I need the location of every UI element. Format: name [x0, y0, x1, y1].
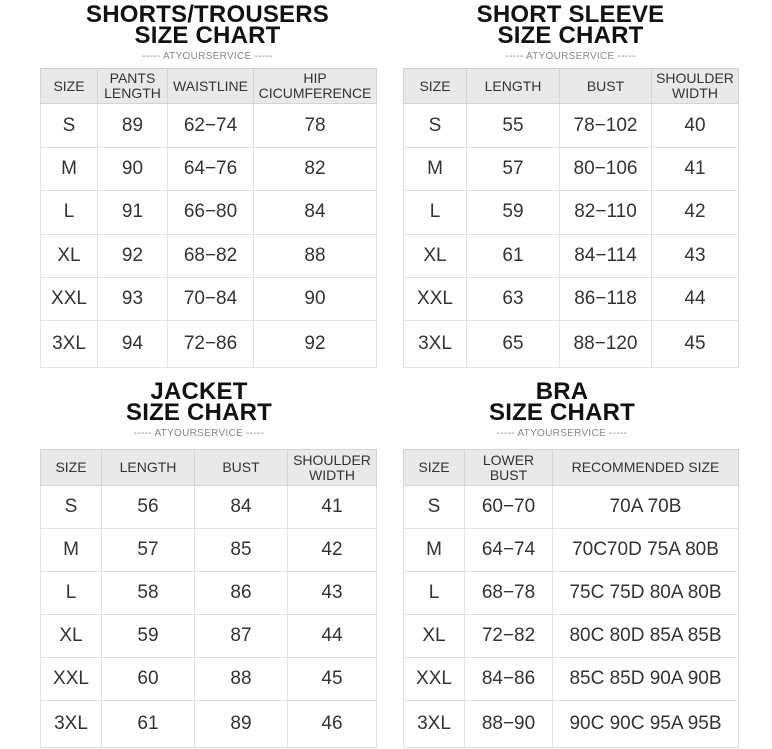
- table-cell: 82−110: [560, 191, 652, 234]
- table-header-row: [404, 69, 739, 104]
- table-cell: XL: [41, 234, 98, 277]
- chart-title: BRA SIZE CHART: [489, 378, 635, 426]
- column-header: LOWER BUST: [465, 450, 553, 486]
- table-cell: 70C70D 75A 80B: [553, 529, 739, 572]
- short-sleeve-size-table: [403, 68, 739, 368]
- table-cell: 42: [288, 529, 377, 572]
- column-header: BUST: [560, 69, 652, 104]
- table-cell: XL: [41, 615, 102, 658]
- table-row: [404, 191, 739, 234]
- chart-title: SHORTS/TROUSERS SIZE CHART: [85, 1, 330, 49]
- table-cell: 91: [98, 191, 168, 234]
- column-header: BUST: [195, 450, 288, 486]
- table-cell: XXL: [404, 658, 465, 701]
- table-cell: 86: [195, 572, 288, 615]
- table-row: [404, 147, 739, 190]
- table-cell: 41: [652, 147, 739, 190]
- brand-subtitle: ----- ATYOURSERVICE -----: [505, 51, 636, 62]
- table-row: [41, 321, 377, 368]
- table-cell: 64−74: [465, 529, 553, 572]
- jacket-size-table: [40, 449, 377, 748]
- shorts-title-block: [40, 1, 375, 63]
- table-cell: 44: [652, 278, 739, 321]
- table-cell: 60−70: [465, 486, 553, 529]
- table-row: [41, 658, 377, 701]
- table-cell: 88−90: [465, 701, 553, 748]
- table-cell: 78−102: [560, 104, 652, 147]
- table-row: [404, 278, 739, 321]
- column-header: LENGTH: [102, 450, 195, 486]
- table-cell: XL: [404, 615, 465, 658]
- table-cell: 55: [467, 104, 560, 147]
- table-cell: 43: [652, 234, 739, 277]
- table-row: [404, 486, 739, 529]
- table-row: [41, 147, 377, 190]
- table-cell: M: [41, 147, 98, 190]
- table-cell: 93: [98, 278, 168, 321]
- table-cell: 3XL: [41, 701, 102, 748]
- table-cell: XXL: [41, 278, 98, 321]
- table-cell: 89: [195, 701, 288, 748]
- table-cell: 88: [195, 658, 288, 701]
- table-cell: M: [404, 529, 465, 572]
- table-header-row: [404, 450, 739, 486]
- table-cell: 3XL: [41, 321, 98, 368]
- table-cell: 70A 70B: [553, 486, 739, 529]
- column-header: SIZE: [404, 450, 465, 486]
- table-cell: 61: [102, 701, 195, 748]
- table-row: [41, 529, 377, 572]
- jacket-title-block: [40, 378, 358, 440]
- table-cell: S: [41, 104, 98, 147]
- column-header: PANTS LENGTH: [98, 69, 168, 104]
- table-cell: 85C 85D 90A 90B: [553, 658, 739, 701]
- table-cell: 45: [652, 321, 739, 368]
- column-header: SIZE: [41, 450, 102, 486]
- table-row: [404, 529, 739, 572]
- table-cell: 84−114: [560, 234, 652, 277]
- table-cell: 84: [195, 486, 288, 529]
- table-cell: S: [404, 104, 467, 147]
- table-cell: 65: [467, 321, 560, 368]
- table-cell: 92: [98, 234, 168, 277]
- table-row: [41, 234, 377, 277]
- table-cell: 75C 75D 80A 80B: [553, 572, 739, 615]
- table-cell: 89: [98, 104, 168, 147]
- column-header: RECOMMENDED SIZE: [553, 450, 739, 486]
- column-header: SIZE: [41, 69, 98, 104]
- table-cell: S: [41, 486, 102, 529]
- chart-title: SHORT SLEEVE SIZE CHART: [476, 1, 665, 49]
- table-row: [41, 278, 377, 321]
- column-header: HIP CICUMFERENCE: [254, 69, 377, 104]
- table-row: [404, 658, 739, 701]
- table-cell: 66−80: [168, 191, 254, 234]
- column-header: SHOULDER WIDTH: [652, 69, 739, 104]
- table-cell: 43: [288, 572, 377, 615]
- table-cell: 72−82: [465, 615, 553, 658]
- table-cell: XXL: [41, 658, 102, 701]
- table-row: [404, 572, 739, 615]
- table-row: [41, 104, 377, 147]
- table-cell: 45: [288, 658, 377, 701]
- table-cell: 68−78: [465, 572, 553, 615]
- table-cell: 87: [195, 615, 288, 658]
- column-header: SHOULDER WIDTH: [288, 450, 377, 486]
- table-cell: 72−86: [168, 321, 254, 368]
- table-cell: 3XL: [404, 321, 467, 368]
- table-cell: 92: [254, 321, 377, 368]
- table-cell: XXL: [404, 278, 467, 321]
- short-sleeve-title-block: [403, 1, 738, 63]
- table-cell: 59: [467, 191, 560, 234]
- table-cell: 90C 90C 95A 95B: [553, 701, 739, 748]
- table-row: [41, 615, 377, 658]
- table-cell: 59: [102, 615, 195, 658]
- table-cell: 82: [254, 147, 377, 190]
- table-row: [404, 104, 739, 147]
- table-row: [41, 701, 377, 748]
- table-cell: 84−86: [465, 658, 553, 701]
- table-cell: M: [404, 147, 467, 190]
- table-cell: 80C 80D 85A 85B: [553, 615, 739, 658]
- shorts-size-table: [40, 68, 377, 368]
- bra-title-block: [403, 378, 721, 440]
- table-cell: L: [41, 572, 102, 615]
- table-cell: 46: [288, 701, 377, 748]
- chart-title: JACKET SIZE CHART: [126, 378, 272, 426]
- table-cell: L: [404, 191, 467, 234]
- table-row: [404, 701, 739, 748]
- table-cell: 85: [195, 529, 288, 572]
- table-row: [41, 486, 377, 529]
- table-cell: 57: [467, 147, 560, 190]
- table-row: [404, 321, 739, 368]
- table-cell: 63: [467, 278, 560, 321]
- table-cell: XL: [404, 234, 467, 277]
- column-header: WAISTLINE: [168, 69, 254, 104]
- table-cell: 88−120: [560, 321, 652, 368]
- table-cell: L: [41, 191, 98, 234]
- table-cell: 84: [254, 191, 377, 234]
- table-cell: 86−118: [560, 278, 652, 321]
- table-header-row: [41, 69, 377, 104]
- table-cell: M: [41, 529, 102, 572]
- table-cell: 60: [102, 658, 195, 701]
- brand-subtitle: ----- ATYOURSERVICE -----: [496, 428, 628, 439]
- table-cell: 42: [652, 191, 739, 234]
- table-row: [404, 234, 739, 277]
- table-cell: 88: [254, 234, 377, 277]
- table-row: [41, 191, 377, 234]
- table-cell: 68−82: [168, 234, 254, 277]
- table-cell: 90: [254, 278, 377, 321]
- table-cell: 78: [254, 104, 377, 147]
- table-cell: 64−76: [168, 147, 254, 190]
- table-cell: 44: [288, 615, 377, 658]
- table-cell: 58: [102, 572, 195, 615]
- table-cell: 94: [98, 321, 168, 368]
- table-cell: L: [404, 572, 465, 615]
- table-cell: 40: [652, 104, 739, 147]
- table-cell: 80−106: [560, 147, 652, 190]
- brand-subtitle: ----- ATYOURSERVICE -----: [142, 51, 273, 62]
- table-cell: 62−74: [168, 104, 254, 147]
- table-cell: 61: [467, 234, 560, 277]
- bra-size-table: [403, 449, 739, 748]
- table-cell: 56: [102, 486, 195, 529]
- table-cell: 3XL: [404, 701, 465, 748]
- table-header-row: [41, 450, 377, 486]
- brand-subtitle: ----- ATYOURSERVICE -----: [133, 428, 265, 439]
- table-row: [41, 572, 377, 615]
- column-header: LENGTH: [467, 69, 560, 104]
- table-cell: 57: [102, 529, 195, 572]
- column-header: SIZE: [404, 69, 467, 104]
- table-cell: 41: [288, 486, 377, 529]
- table-row: [404, 615, 739, 658]
- table-cell: S: [404, 486, 465, 529]
- table-cell: 90: [98, 147, 168, 190]
- table-cell: 70−84: [168, 278, 254, 321]
